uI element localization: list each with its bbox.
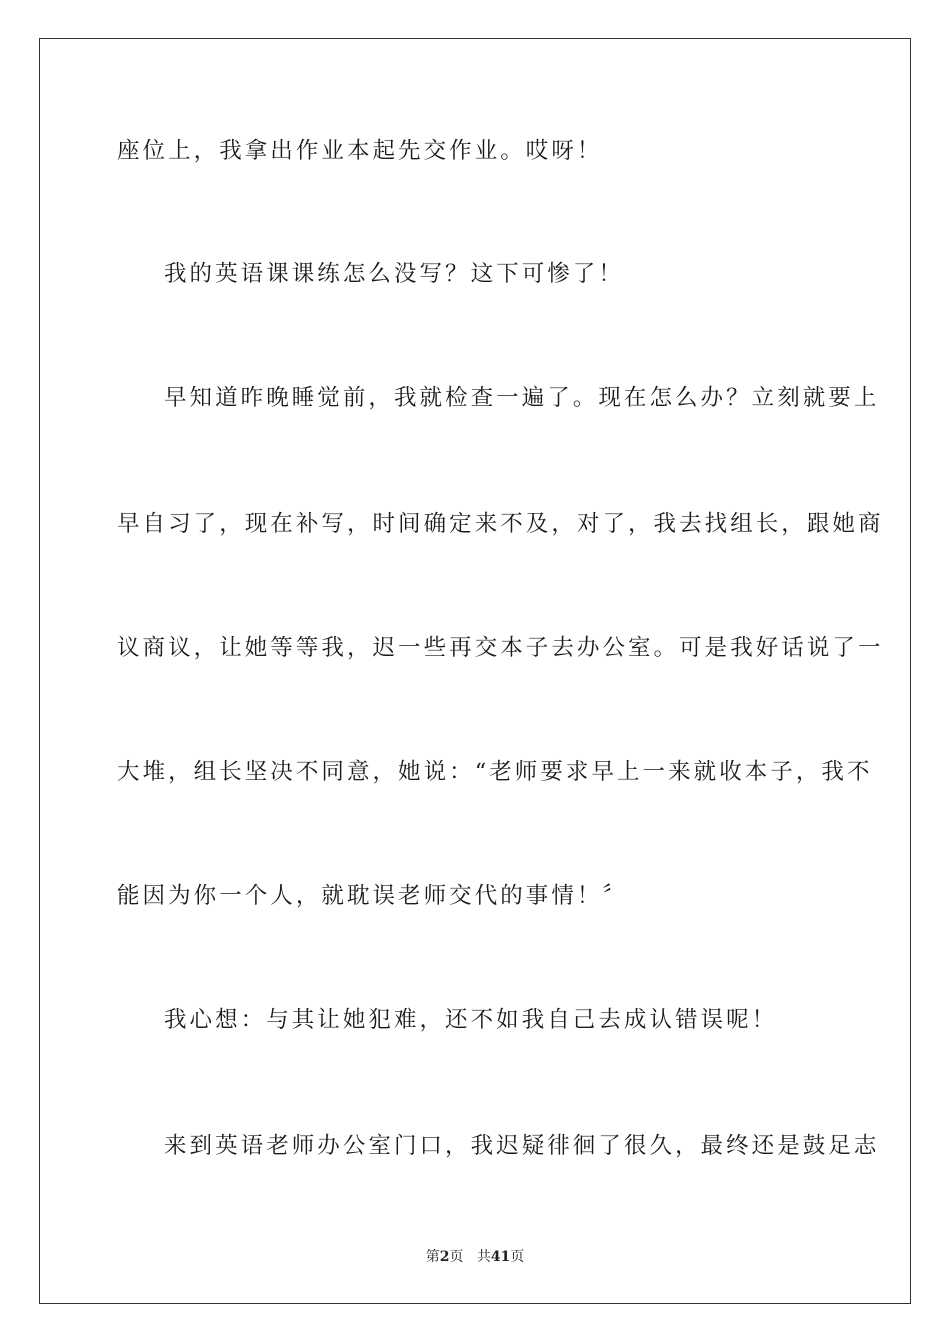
footer-page-suffix: 页 — [449, 1249, 464, 1265]
text-line-4: 早自习了，现在补写，时间确定来不及，对了，我去找组长，跟她商 — [117, 511, 884, 537]
page-number: 2 — [439, 1249, 450, 1265]
text-line-6: 大堆，组长坚决不同意，她说：“老师要求早上一来就收本子，我不 — [117, 759, 873, 785]
text-line-2: 我的英语课课练怎么没写？这下可惨了！ — [164, 261, 624, 287]
text-line-5: 议商议，让她等等我，迟一些再交本子去办公室。可是我好话说了一 — [117, 635, 884, 661]
text-line-3: 早知道昨晚睡觉前，我就检查一遍了。现在怎么办？立刻就要上 — [164, 385, 880, 411]
text-line-7: 能因为你一个人，就耽误老师交代的事情！〞 — [117, 883, 629, 909]
text-line-9: 来到英语老师办公室门口，我迟疑徘徊了很久，最终还是鼓足志 — [164, 1133, 880, 1159]
text-line-8: 我心想：与其让她犯难，还不如我自己去成认错误呢！ — [164, 1007, 778, 1033]
footer-total-prefix: 共 — [476, 1249, 491, 1265]
footer-prefix: 第 — [425, 1249, 440, 1265]
text-line-1: 座位上，我拿出作业本起先交作业。哎呀！ — [117, 138, 603, 164]
page-footer — [0, 1248, 950, 1266]
total-pages: 41 — [490, 1249, 511, 1265]
page-border — [39, 38, 911, 1304]
footer-total-suffix: 页 — [510, 1249, 525, 1265]
